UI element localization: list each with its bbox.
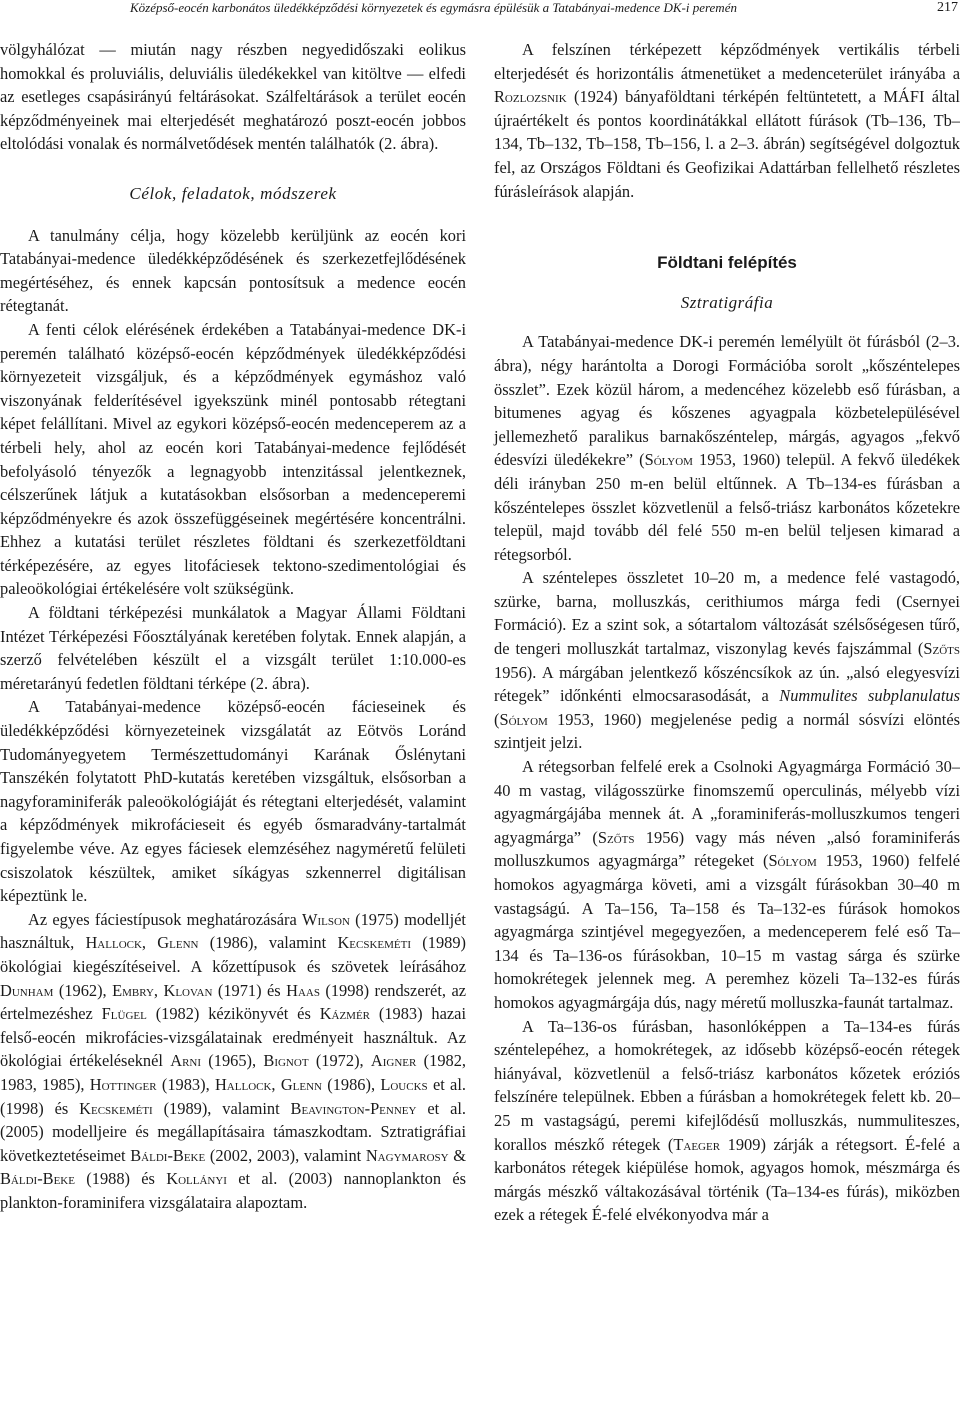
paragraph: A Tatabányai-medence DK-i peremén lemélyült öt fúrásból (2–3. ábra), négy harántolta a Dorogi Formációba sorolt „kőszéntelepes összlet”. Ezek közül három, a medencéhez közelebb eső fúrásban, a bitumenes agyag és kőszenes agyagpala közbetelepülésével jellemezhető paralikus barnakőszéntelep, márgás, agyagos „fekvő édesvízi üledékekre” (Sólyom 1953, 1960) települ. A fekvő üledékek déli irányban 250 m-en belül eltűnnek. A Tb–134-es fúrásban a kőszéntelepes összlet közvetlenül a felső-triász karbonátos kőzetekre települ, majd tovább dél felé 550 m-en belül teljesen kimarad a rétegsorból. [494, 332, 960, 564]
author-name: Glenn [280, 1074, 322, 1094]
author-name: Kollányi [166, 1169, 227, 1189]
author-name: Wilson [302, 909, 350, 929]
section-heading: Földtani felépítés [657, 253, 797, 273]
subsection-heading: Sztratigráfia [680, 292, 774, 312]
author-name: Kázmér [319, 1004, 371, 1024]
author-name: Sólyom [499, 709, 548, 729]
author-name: Beavington-Penney [290, 1098, 417, 1118]
author-name: Rozlozsnik [494, 87, 567, 107]
author-name: Hallock [214, 1074, 272, 1094]
author-name: Kecskeméti [337, 933, 412, 953]
paragraph: völgyhálózat — miután nagy részben negyedidőszaki eolikus homokkal és proluviális, deluviális üledékekkel van kitöltve — elfedi az esetleges csapásirányú feltárásokat. Szálfeltárások a terület eocén képződményeinek mai elterjedését meghatározó poszt-eocén jobbos eltolódási vonalak és normálvetődések mentén találhatók (2. ábra). [0, 40, 466, 154]
author-name: Sólyom [768, 851, 817, 871]
author-name: Flügel [101, 1004, 147, 1024]
author-name: Hottinger [89, 1074, 157, 1094]
left-column [0, 38, 466, 1215]
taxon-name: Nummulites subplanulatus [779, 686, 960, 706]
author-name: Loucks [380, 1074, 428, 1094]
paragraph: A széntelepes összletet 10–20 m, a medence felé vastagodó, szürke, barna, molluszkás, cerithiumos márga fedi (Csernyei Formáció). Ez a szint sok, a sótartalom változását szélsőségesen tűrő, de tengeri molluszkát tartalmaz, viszonylag kevés fajszámmal (Szőts 1956). A márgában jelentkező kőszéncsíkok az ún. „alsó elegyesvízi rétegek” időnkénti elmocsarasodását, a Nummulites subplanulatus (Sólyom 1953, 1960) megjelenése pedig a normál sósvízi elöntés szintjeit jelzi. [494, 568, 960, 753]
author-name: Glenn [157, 933, 199, 953]
author-name: Aigner [370, 1051, 417, 1071]
author-name: Embry [112, 980, 154, 1000]
running-title: Középső-eocén karbonátos üledékképződési környezetek és egymásra épülésük a Tatabányai-medence DK-i peremén [130, 0, 737, 15]
author-name: Sólyom [644, 450, 693, 470]
page-number: 217 [937, 0, 958, 15]
author-name: Klovan [163, 980, 213, 1000]
paragraph: A Tatabányai-medence középső-eocén fácieseinek és üledékképződési környezeteinek vizsgálatát az Eötvös Loránd Tudományegyetem Természettudományi Karának Őslénytani Tanszékén folytatott PhD-kutatás keretében vizsgáltuk, elsősorban a nagyforaminiferák paleoökológiáját és rétegtani elterjedését, valamint a képződmények mikrofácieseit és egyéb ősmaradvány-tartalmát figyelembe véve. Az egyes fáciesek elemzéséhez nagyméretű felületi csiszolatok készültek, amiket síkágyas szkennerrel digitálisan képeztünk le. [0, 697, 466, 906]
author-name: Arni [170, 1051, 202, 1071]
paragraph: A földtani térképezési munkálatok a Magyar Állami Földtani Intézet Térképezési Főosztályának keretében folytak. Ennek alapján, a szerző felvételében készült el a vizsgált terület 1:10.000-es méretarányú fedetlen földtani térképe (2. ábra). [0, 603, 466, 693]
author-name: Dunham [0, 980, 54, 1000]
author-name: Báldi-Beke [130, 1145, 206, 1165]
right-column [494, 38, 960, 1227]
author-name: Haas [286, 980, 320, 1000]
author-name: Báldi-Beke [0, 1169, 75, 1189]
paragraph: A fenti célok elérésének érdekében a Tatabányai-medence DK-i peremén található középső-eocén képződmények üledékképződési környezeteit vizsgáljuk, és a képződmények egymáshoz való viszonyának felderítésével igyekszünk minél pontosabb rétegtani képet felállítani. Mivel az egykori középső-eocén medenceperem az a térbeli hely, ahol az eocén kori Tatabányai-medence fejlődését befolyásoló tényezők a legnagyobb intenzitással jelentkeznek, célszerűnek látjuk a kutatásokban elsősorban a medenceperemi képződményekre és azok összefüggéseinek megértésére koncentrálni. Ehhez a kutatási terület részletes földtani és szerkezetföldtani térképezésére, az egyes litofáciesek tektono-szedimentológiai és paleoökológiai értékelésére volt szükségünk. [0, 319, 466, 599]
section-heading: Célok, feladatok, módszerek [129, 183, 337, 203]
author-name: Szőts [597, 827, 635, 847]
paragraph: A felszínen térképezett képződmények vertikális térbeli elterjedését és horizontális átmenetüket a medenceterület irányába a Rozlozsnik (1924) bányaföldtani térképén feltüntetett, a MÁFI által újraértékelt és pontos koordinátákkal ellátott fúrások (Tb–136, Tb–134, Tb–132, Tb–158, Tb–156, l. a 2–3. ábrán) segítségével dolgoztuk fel, az Országos Földtani és Geofizikai Adattárban fellelhető részletes fúrásleírások alapján. [494, 40, 960, 201]
paragraph: A Ta–136-os fúrásban, hasonlóképpen a Ta–134-es fúrás széntelepéhez, a homokrétegek, az idősebb középső-eocén rétegek hiányával, közvetlenül a felső-triász karbonátos kőzetek eróziós felszínére települnek. Ebben a fúrásban a homokrétegek felett kb. 20–25 m vastagságú, peremi kifejlődésű molluszkás, nummuliteszes, korallos mészkő rétegek (Taeger 1909) zárják a rétegsort. É-felé a karbonátos rétegek kiépülése homok, agyagos homok, mészmárga és márgás mészkő váltakozásával történik (Ta–134-es fúrás), miközben ezek a rétegek É-felé elvékonyodva már a [494, 1016, 960, 1225]
paragraph: A rétegsorban felfelé erek a Csolnoki Agyagmárga Formáció 30–40 m vastag, világosszürke finomszemű operculinás, mélyebb vízi agyagmárgájába mennek át. A „foraminiferás-molluszkumos tengeri agyagmárga” (Szőts 1956) vagy más néven „alsó foraminiferás molluszkumos agyagmárga” rétegeket (Sólyom 1953, 1960) felfelé homokos agyagmárga követi, ami a vizsgált fúrásokban 30–40 m vastagságú. A Ta–156, Ta–158 és Ta–132-es fúrások homokos agyagmárga szintjével megegyezően, a medenceperem felé eső Ta–134 és Ta–136-os fúrásokban, 10–15 m vastag sárga és szürke homokrétegek jelennek meg. A peremhez közeli Ta–132-es fúrás homokos agyagmárgája dús, nagy méretű molluszka-faunát tartalmaz. [494, 757, 960, 1012]
author-name: Szőts [923, 639, 960, 659]
author-name: Taeger [673, 1134, 721, 1154]
author-name: Bignot [263, 1051, 309, 1071]
running-head [0, 0, 960, 20]
author-name: Kecskeméti [79, 1098, 153, 1118]
paragraph: A tanulmány célja, hogy közelebb kerüljünk az eocén kori Tatabányai-medence üledékképződésének és szerkezetfejlődésének megértéséhez, és ennek kapcsán pontosítsuk a medence eocén rétegtanát. [0, 225, 466, 316]
author-name: Hallock [85, 933, 142, 953]
paragraph: Az egyes fáciestípusok meghatározására Wilson (1975) modelljét használtuk, Hallock, Glenn (1986), valamint Kecskeméti (1989) ökológiai kiegészítéseivel. A kőzettípusok és szövetek leírásához Dunham (1962), Embry, Klovan (1971) és Haas (1998) rendszerét, az értelmezéshez Flügel (1982) kézikönyvét és Kázmér (1983) hazai felső-eocén mikrofácies-vizsgálatainak eredményeit használtuk. Az ökológiai értékeléseknél Arni (1965), Bignot (1972), Aigner (1982, 1983, 1985), Hottinger (1983), Hallock, Glenn (1986), Loucks et al. (1998) és Kecskeméti (1989), valamint Beavington-Penney et al. (2005) modelljeire és megállapításaira támaszkodtam. Sztratigráfiai következtetéseimet Báldi-Beke (2002, 2003), valamint Nagymarosy & Báldi-Beke (1988) és Kollányi et al. (2003) nannoplankton és plankton-foraminifera vizsgálataira alapoztam. [0, 909, 467, 1212]
author-name: Nagymarosy [365, 1145, 449, 1165]
